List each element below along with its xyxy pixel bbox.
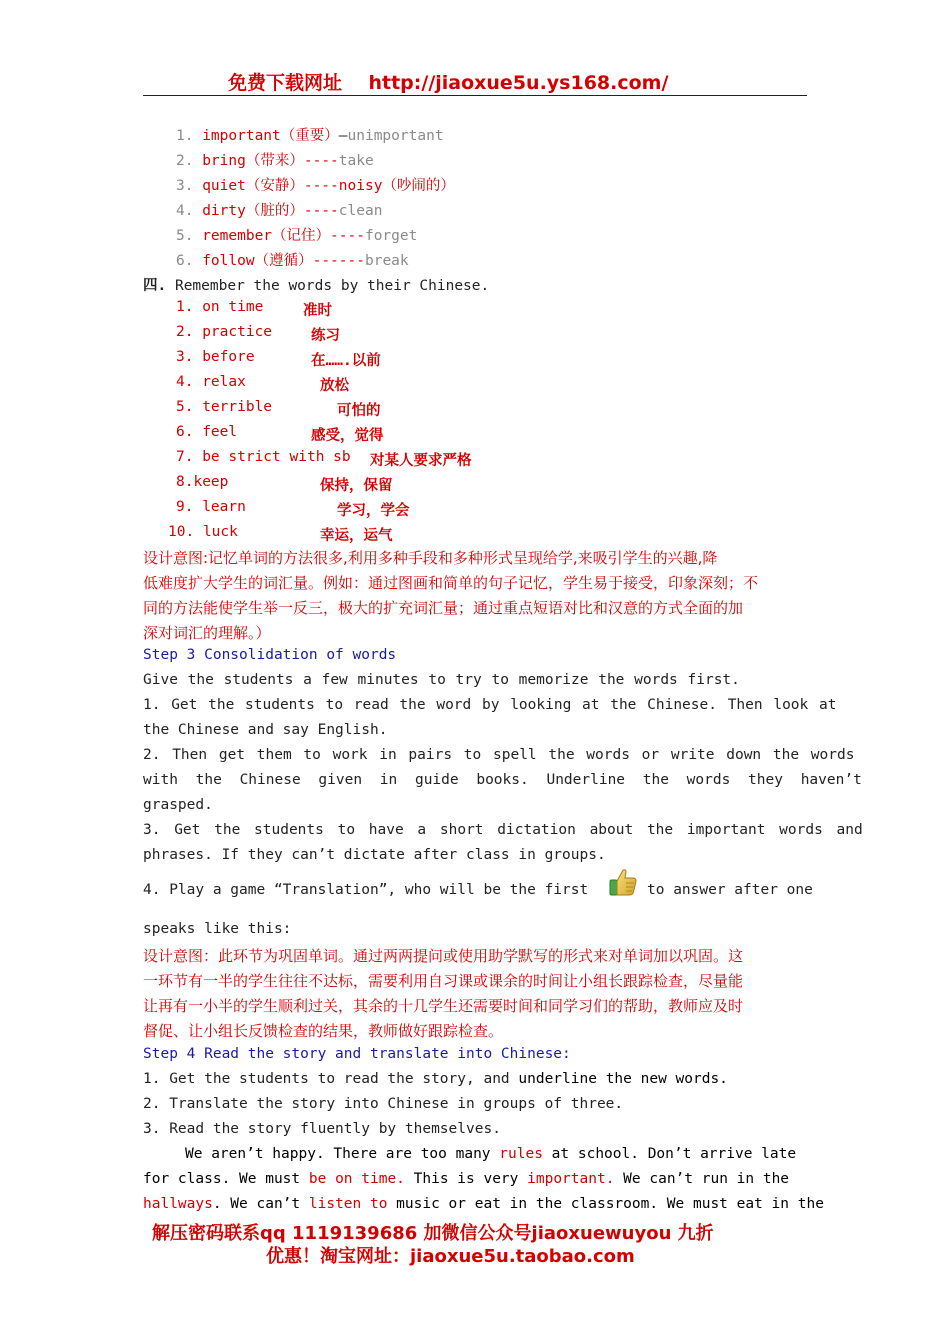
header-prefix: 免费下载网址 [228, 72, 343, 94]
section4-heading [143, 274, 489, 295]
header-divider [143, 95, 807, 96]
vocab-translation: 感受，觉得 [311, 428, 384, 444]
step4-title: Step 4 Read the story and translate into Chinese: [143, 1046, 571, 1062]
vocab-translation: 放松 [320, 378, 349, 394]
opposite-item: 3. quiet（安静）----noisy（吵闹的） [176, 178, 455, 194]
vocab-item: 7. be strict with sb [176, 449, 351, 465]
vocab-item: 3. before [176, 349, 255, 365]
header-url[interactable]: http://jiaoxue5u.ys168.com/ [368, 72, 669, 94]
vocab-translation: 准时 [303, 303, 332, 319]
section4-title: Remember the words by their Chinese. [174, 278, 490, 294]
vocab-item: 6. feel [176, 424, 238, 440]
vocab-item: 10. luck [168, 524, 238, 540]
vocab-item: 1. on time [176, 299, 264, 315]
opposite-item: 5. remember（记住）----forget [176, 228, 418, 244]
opposite-item: 2. bring（带来）----take [176, 153, 374, 169]
opposite-item: 6. follow（遵循）------break [176, 253, 409, 269]
vocab-translation: 练习 [311, 328, 340, 344]
vocab-item: 8.keep [176, 474, 229, 490]
vocab-item: 2. practice [176, 324, 273, 340]
opposite-item: 1. important（重要）—unimportant [176, 128, 444, 144]
footer-line-2[interactable]: 优惠！淘宝网址：jiaoxue5u.taobao.com [266, 1246, 635, 1267]
section4-marker: 四. [143, 278, 167, 294]
step3-title: Step 3 Consolidation of words [143, 647, 397, 663]
footer-line-1: 解压密码联系qq 1119139686 加微信公众号jiaoxuewuyou 九折 [152, 1223, 714, 1244]
vocab-translation: 在…….以前 [311, 353, 381, 369]
vocab-translation: 对某人要求严格 [370, 453, 472, 469]
opposite-item: 4. dirty（脏的）----clean [176, 203, 383, 219]
vocab-item: 4. relax [176, 374, 246, 390]
vocab-item: 5. terrible [176, 399, 273, 415]
vocab-translation: 幸运，运气 [320, 528, 393, 544]
vocab-translation: 保持，保留 [320, 478, 393, 494]
vocab-translation: 可怕的 [337, 403, 381, 419]
vocab-translation: 学习，学会 [337, 503, 410, 519]
thumbs-up-icon [607, 866, 639, 898]
vocab-item: 9. learn [176, 499, 246, 515]
page-header [228, 68, 668, 95]
